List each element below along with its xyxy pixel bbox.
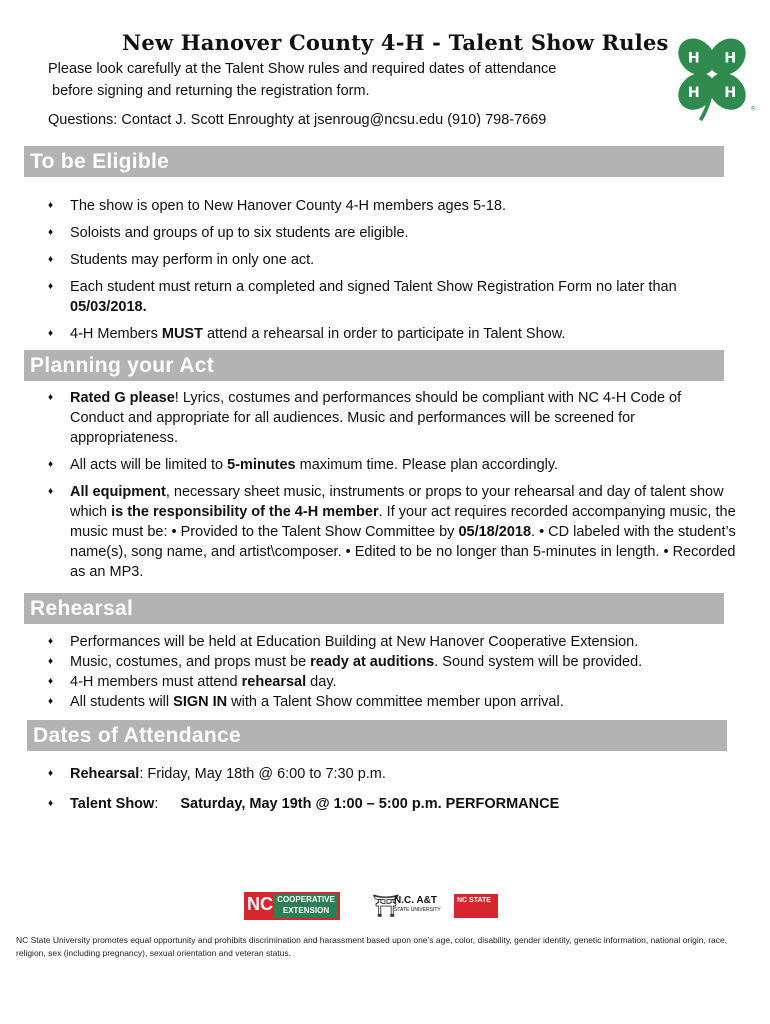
- eligible-list: [48, 196, 738, 351]
- list-item: ♦ Each student must return a completed and signed Talent Show Registration Form no later than 05/03/2018.: [48, 279, 677, 315]
- clover-letter: H: [687, 50, 700, 67]
- list-item: ♦ Music, costumes, and props must be ready at auditions. Sound system will be provided.: [48, 654, 643, 670]
- bullet-icon: ♦: [48, 254, 54, 265]
- bullet-icon: ♦: [48, 459, 54, 470]
- aggie-icon: ⛩: [372, 893, 400, 918]
- bullet-icon: ♦: [48, 768, 54, 779]
- list-item: ♦ The show is open to New Hanover County 4-H members ages 5-18.: [48, 198, 507, 214]
- planning-list: [48, 388, 738, 589]
- registered-mark: ®: [750, 106, 757, 113]
- clover-letter: H: [724, 85, 737, 102]
- section-header-dates: Dates of Attendance: [27, 720, 727, 751]
- page-title: New Hanover County 4-H - Talent Show Rules: [122, 30, 669, 55]
- list-item: ♦ All equipment, necessary sheet music, instruments or props to your rehearsal and day of talent show which is the responsibility of the 4-H member. If your act requires recorded accompanying music, the music must be: • Provided to the Talent Show Committee by 05/18/2018. • CD labeled with the student’s name(s), song name, and artist\composer. • Edited to be no longer than 5-minutes in length. • Recorded as an MP3.: [48, 484, 736, 580]
- list-item: ♦ All acts will be limited to 5-minutes maximum time. Please plan accordingly.: [48, 457, 559, 473]
- bullet-icon: ♦: [48, 798, 54, 809]
- bullet-icon: ♦: [48, 636, 54, 647]
- bullet-icon: ♦: [48, 227, 54, 238]
- list-item: ♦ 4-H Members MUST attend a rehearsal in order to participate in Talent Show.: [48, 326, 566, 342]
- bullet-icon: ♦: [48, 676, 54, 687]
- nc-cooperative-extension-logo: NC COOPERATIVE EXTENSION: [244, 892, 340, 920]
- list-item: ♦ Rehearsal: Friday, May 18th @ 6:00 to 7:30 p.m.: [48, 766, 386, 782]
- bullet-icon: ♦: [48, 696, 54, 707]
- footer-disclaimer: NC State University promotes equal opportunity and prohibits discrimination and harassment based upon one’s age, color, disability, gender identity, genetic information, national origin, race, religion, sex (including pregnancy), sexual orientation and veteran status.: [16, 935, 728, 958]
- bullet-icon: ♦: [48, 486, 54, 497]
- nc-state-logo: NC STATE: [454, 894, 498, 918]
- section-header-planning: Planning your Act: [24, 350, 724, 381]
- bullet-icon: ♦: [48, 656, 54, 667]
- rehearsal-list: [48, 632, 738, 712]
- section-header-rehearsal: Rehearsal: [24, 593, 724, 624]
- bullet-icon: ♦: [48, 281, 54, 292]
- list-item: ♦ All students will SIGN IN with a Talent Show committee member upon arrival.: [48, 694, 564, 710]
- list-item: ♦ Students may perform in only one act.: [48, 252, 315, 268]
- list-item: ♦ Soloists and groups of up to six students are eligible.: [48, 225, 409, 241]
- clover-letter: H: [687, 85, 700, 102]
- list-item: ♦ 4-H members must attend rehearsal day.: [48, 674, 337, 690]
- section-header-eligible: To be Eligible: [24, 146, 724, 177]
- list-item: ♦ Rated G please! Lyrics, costumes and performances should be compliant with NC 4-H Code of Conduct and appropriate for all audiences. Music and performances will be screened for appropriateness.: [48, 390, 682, 446]
- list-item: ♦ Performances will be held at Education Building at New Hanover Cooperative Extension.: [48, 634, 639, 650]
- intro-line-2: before signing and returning the registration form.: [52, 83, 370, 99]
- contact-line: Questions: Contact J. Scott Enroughty at jsenroug@ncsu.edu (910) 798-7669: [48, 112, 547, 128]
- dates-list: [48, 764, 738, 821]
- clover-letter: H: [724, 50, 737, 67]
- bullet-icon: ♦: [48, 328, 54, 339]
- intro-text: [48, 58, 556, 102]
- 4h-clover-logo: [664, 28, 760, 124]
- bullet-icon: ♦: [48, 200, 54, 211]
- bullet-icon: ♦: [48, 392, 54, 403]
- list-item: ♦ Talent Show: Saturday, May 19th @ 1:00 – 5:00 p.m. PERFORMANCE: [48, 796, 560, 812]
- intro-line-1: Please look carefully at the Talent Show rules and required dates of attendance: [48, 61, 557, 77]
- partner-logos: [244, 890, 504, 924]
- nc-at-logo: ⛩ N.C. A&T STATE UNIVERSITY: [372, 893, 441, 918]
